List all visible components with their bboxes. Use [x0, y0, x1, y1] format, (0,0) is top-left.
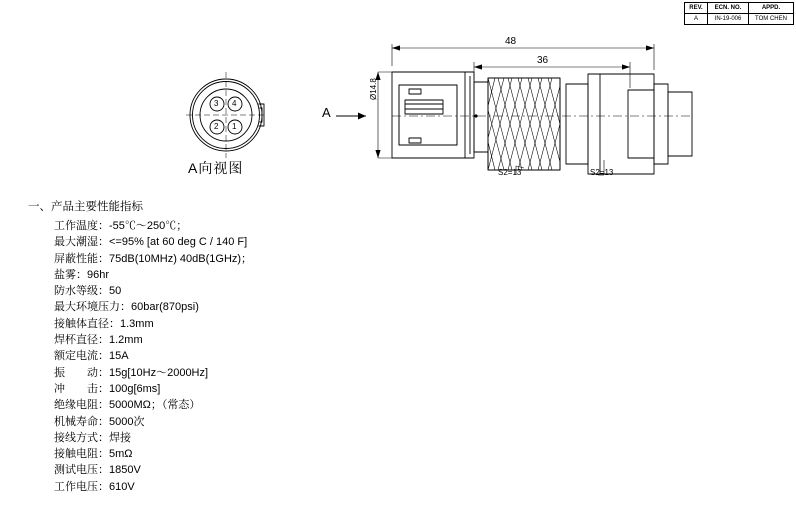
section-arrow: [336, 113, 366, 120]
dimension-label-overall: 48: [505, 36, 517, 47]
revision-header-rev: REV.: [685, 3, 708, 14]
specifications-title: 一、产品主要性能指标: [28, 201, 143, 213]
list-item: 接触电阻：5mΩ: [54, 448, 133, 461]
dimension-label-thread-right: S2=13: [590, 168, 614, 177]
front-view-axis: [186, 72, 266, 158]
list-item: 额定电流：15A: [54, 350, 129, 363]
revision-header-appd: APPD.: [749, 3, 794, 14]
list-item: 绝缘电阻：5000MΩ；（常态）: [54, 399, 201, 412]
revision-header-ecn: ECN. NO.: [708, 3, 749, 14]
list-item: 冲 击：100g[6ms]: [54, 382, 161, 395]
pin-number-1: 1: [232, 122, 237, 131]
revision-cell-appd: TOM CHEN: [749, 14, 794, 25]
list-item: 盐雾：96hr: [54, 268, 110, 281]
list-item: 接线方式：焊接: [54, 431, 131, 444]
revision-cell-ecn: IN-19-006: [708, 14, 749, 25]
specifications-block: [28, 198, 358, 495]
list-item: 焊杯直径：1.2mm: [54, 334, 143, 347]
section-arrow-label: A: [322, 105, 331, 120]
pin-number-3: 3: [214, 99, 219, 108]
diameter-dimension: [375, 72, 396, 158]
list-item: 工作电压：610V: [54, 480, 135, 493]
dimension-body-36: [474, 62, 630, 88]
dimension-label-body: 36: [537, 55, 549, 66]
list-item: 测试电压：1850V: [54, 464, 141, 477]
list-item: 振 动：15g[10Hz～2000Hz]: [54, 366, 209, 379]
list-item: 机械寿命：5000次: [54, 415, 145, 428]
dimension-overall-48: [392, 44, 654, 70]
revision-cell-rev: A: [685, 14, 708, 25]
pin-number-2: 2: [214, 122, 219, 131]
specifications-list: [28, 218, 358, 495]
braid-hatch: [488, 78, 560, 170]
list-item: 屏蔽性能：75dB(10MHz) 40dB(1GHz)；: [54, 252, 253, 265]
side-view: [392, 72, 692, 174]
list-item: 接触体直径：1.3mm: [54, 317, 154, 330]
dimension-label-thread-left: S2=13: [498, 168, 522, 177]
list-item: 工作温度：-55℃～250℃；: [54, 220, 188, 232]
dimension-label-diameter: Ø14.8: [369, 78, 378, 100]
list-item: 最大潮湿：<=95% [at 60 deg C / 140 F]: [54, 236, 248, 249]
pin-number-4: 4: [232, 99, 237, 108]
list-item: 防水等级：50: [54, 285, 122, 298]
list-item: 最大环境压力：60bar(870psi): [54, 301, 199, 314]
front-view-label: A向视图: [188, 160, 244, 176]
